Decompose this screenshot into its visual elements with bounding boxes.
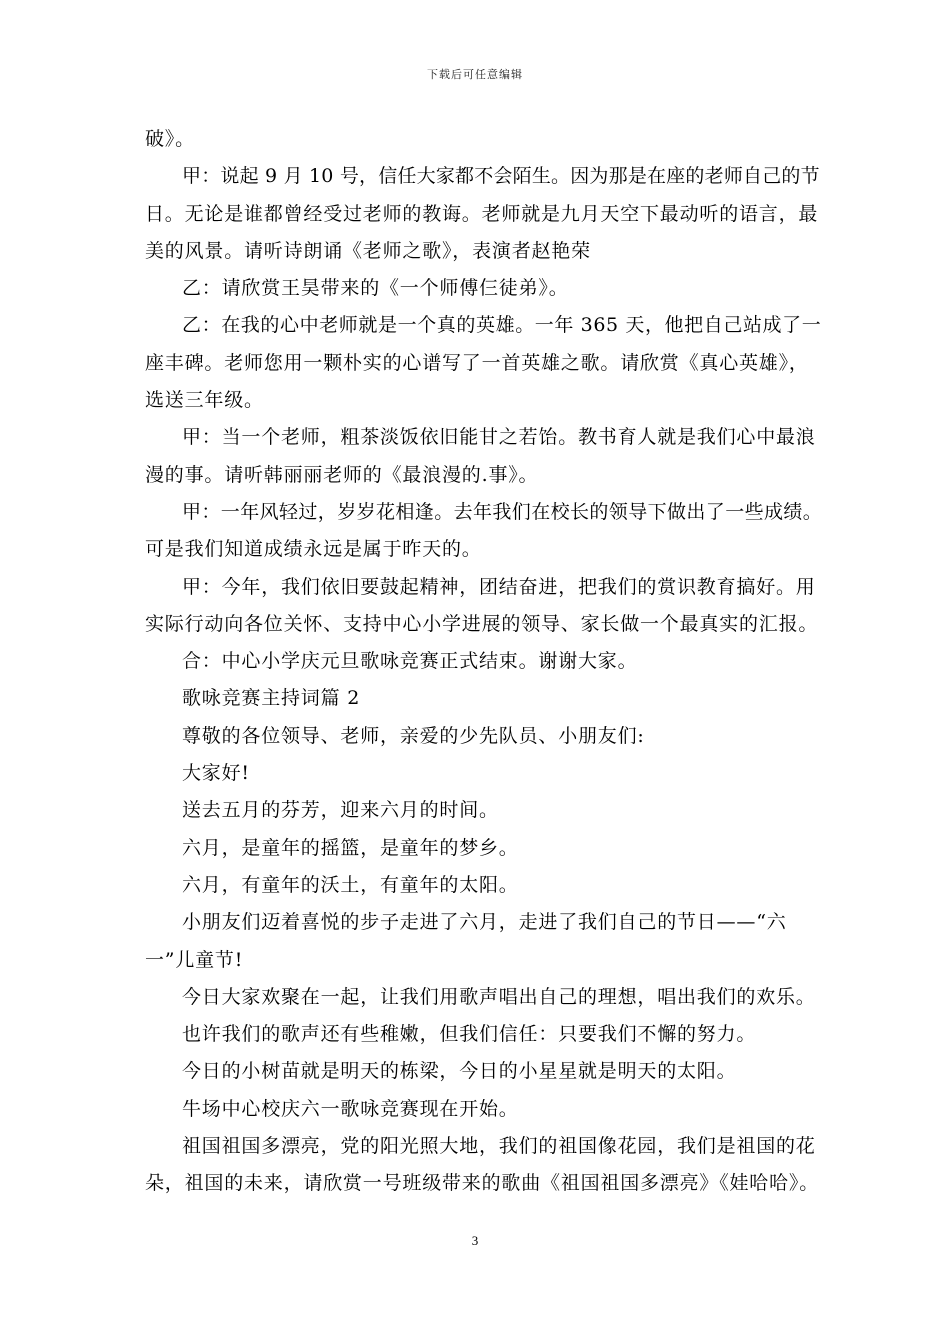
text-line: 乙：在我的心中老师就是一个真的英雄。一年 365 天，他把自己站成了一 [182,314,822,337]
text-line: 六月，是童年的摇篮，是童年的梦乡。 [182,836,519,859]
text-line: 选送三年级。 [145,389,264,412]
text-line: 破》。 [145,128,195,150]
text-line: 美的风景。请听诗朗诵《老师之歌》，表演者赵艳荣 [145,239,591,262]
text-line: 朵，祖国的未来，请欣赏一号班级带来的歌曲《祖国祖国多漂亮》《娃哈哈》。 [145,1172,820,1195]
text-line: 一”儿童节! [145,948,244,971]
text-line: 小朋友们迈着喜悦的步子走进了六月，走进了我们自己的节日——“六 [182,911,787,934]
text-line: 乙：请欣赏王昊带来的《一个师傅仨徒弟》。 [182,277,569,300]
text-line: 日。无论是谁都曾经受过老师的教诲。老师就是九月天空下最动听的语言，最 [145,202,819,225]
text-line: 也许我们的歌声还有些稚嫩，但我们信任：只要我们不懈的努力。 [182,1023,757,1046]
text-line: 送去五月的芬芳，迎来六月的时间。 [182,799,499,822]
text-line: 实际行动向各位关怀、支持中心小学进展的领导、家长做一个最真实的汇报。 [145,612,819,635]
text-line: 今日的小树苗就是明天的栋梁，今日的小星星就是明天的太阳。 [182,1060,737,1083]
text-line: 合：中心小学庆元旦歌咏竞赛正式结束。谢谢大家。 [182,650,638,673]
page-number: 3 [471,1233,479,1248]
text-line: 歌咏竞赛主持词篇 2 [182,687,361,710]
text-line: 甲：说起 9 月 10 号，信任大家都不会陌生。因为那是在座的老师自己的节 [182,165,820,188]
text-line: 尊敬的各位领导、老师，亲爱的少先队员、小朋友们: [182,724,645,747]
text-line: 今日大家欢聚在一起，让我们用歌声唱出自己的理想，唱出我们的欢乐。 [182,985,816,1008]
text-line: 座丰碑。老师您用一颗朴实的心谱写了一首英雄之歌。请欣赏《真心英雄》， [145,351,809,374]
text-line: 祖国祖国多漂亮，党的阳光照大地，我们的祖国像花园，我们是祖国的花 [182,1135,816,1158]
page-header: 下载后可任意编辑 [427,68,523,81]
text-line: 牛场中心校庆六一歌咏竞赛现在开始。 [182,1097,519,1120]
text-line: 大家好! [182,762,250,785]
text-line: 漫的事。请听韩丽丽老师的《最浪漫的.事》。 [145,463,539,486]
text-line: 甲：当一个老师，粗茶淡饭依旧能甘之若饴。教书育人就是我们心中最浪 [182,426,816,449]
text-line: 可是我们知道成绩永远是属于昨天的。 [145,538,482,561]
text-line: 甲：一年风轻过，岁岁花相逢。去年我们在校长的领导下做出了一些成绩。 [182,500,823,523]
document-body [145,121,825,1203]
text-line: 甲：今年，我们依旧要鼓起精神，团结奋进，把我们的赏识教育搞好。用 [182,575,816,598]
text-line: 六月，有童年的沃土，有童年的太阳。 [182,873,519,896]
